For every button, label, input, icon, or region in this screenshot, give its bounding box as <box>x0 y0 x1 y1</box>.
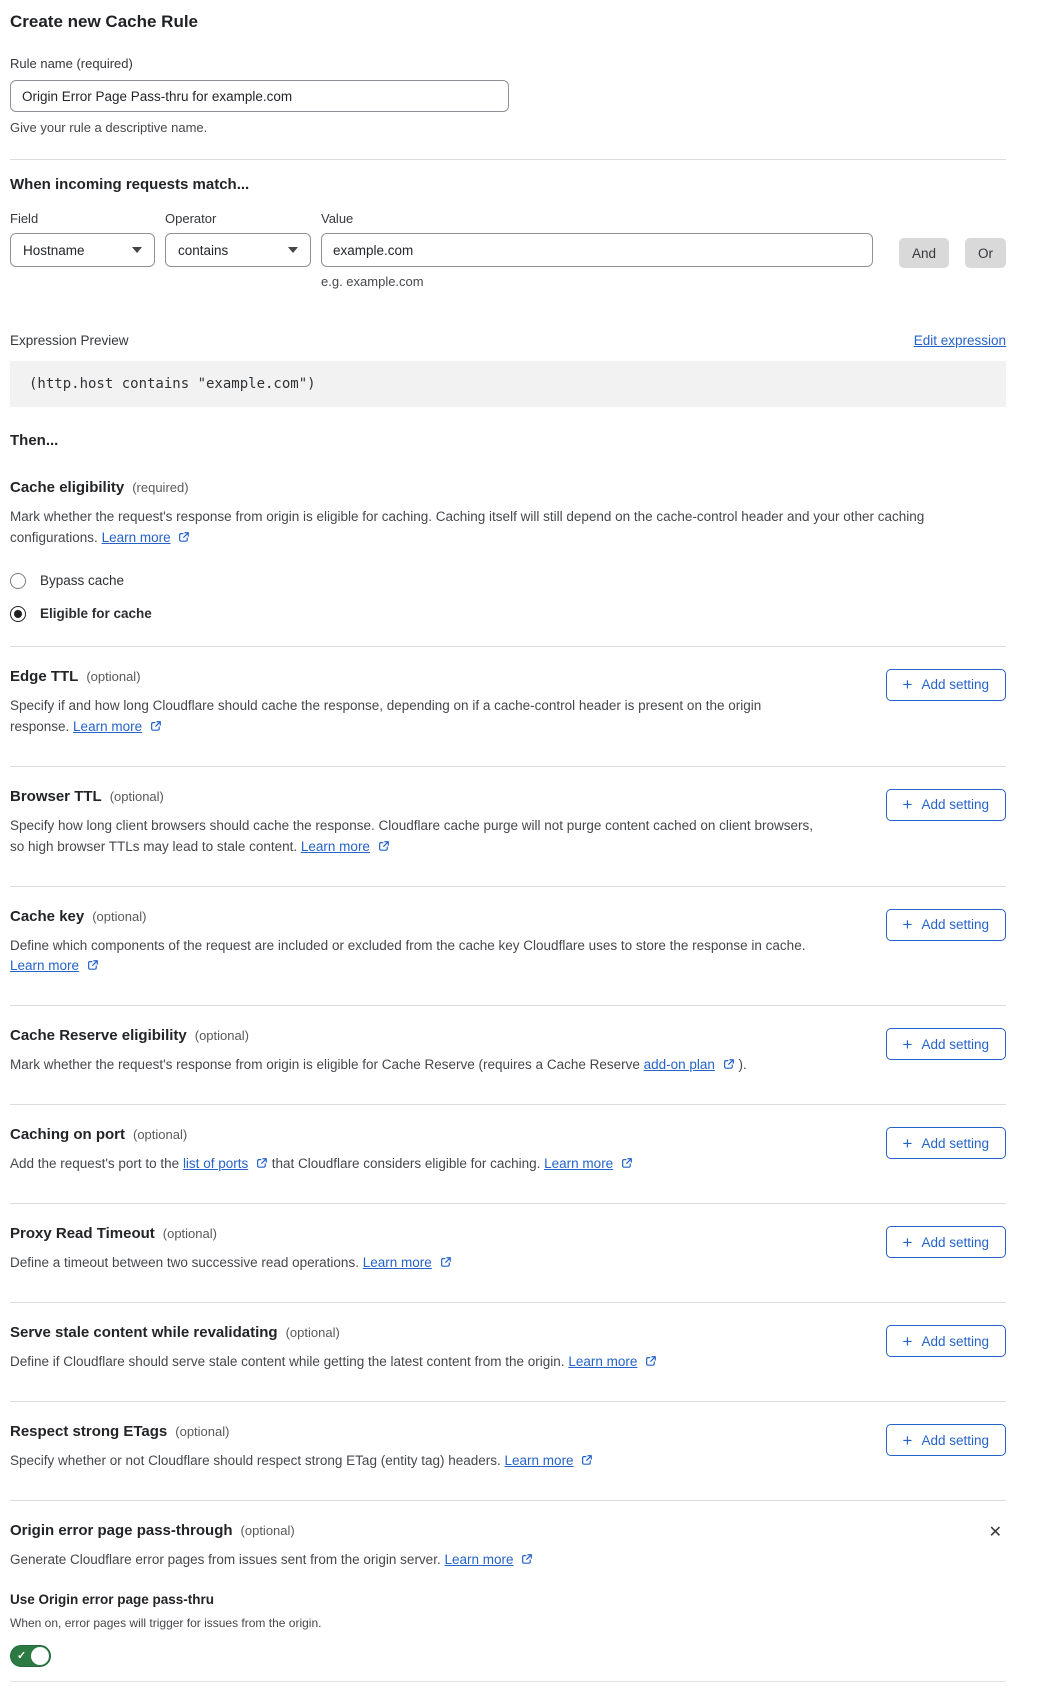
setting-description: Specify how long client browsers should cache the response. Cloudflare cache purge will not purge content cached on client browsers, so high browser TTLs may lead to stale content. Learn more <box>10 816 822 859</box>
external-link-icon <box>87 957 99 978</box>
setting-title: Caching on port <box>10 1126 125 1144</box>
add-setting-label: Add setting <box>921 1432 989 1448</box>
close-icon[interactable]: ✕ <box>985 1523 1006 1543</box>
operator-label: Operator <box>165 211 217 226</box>
match-condition-row <box>10 211 1006 289</box>
setting-description: Define which components of the request are included or excluded from the cache key Cloudflare uses to store the response in cache. Learn more <box>10 936 822 979</box>
inline-link[interactable]: Learn more <box>101 529 171 545</box>
origin-toggle-label: Use Origin error page pass-thru <box>10 1591 215 1607</box>
toggle-knob <box>31 1647 49 1665</box>
field-label: Field <box>10 211 39 226</box>
setting-description: Define if Cloudflare should serve stale content while getting the latest content from the origin. Learn more <box>10 1352 822 1374</box>
value-input[interactable] <box>321 233 873 267</box>
chevron-down-icon <box>132 247 142 253</box>
setting-title: Respect strong ETags <box>10 1423 168 1441</box>
inline-link[interactable]: Learn more <box>444 1551 514 1567</box>
external-link-icon <box>723 1056 735 1077</box>
setting-qualifier: (optional) <box>194 1028 249 1044</box>
then-heading: Then... <box>10 432 59 449</box>
setting-section <box>10 767 1006 887</box>
plus-icon: + <box>902 675 913 695</box>
expression-preview-row <box>10 333 1006 348</box>
setting-section <box>10 887 1006 1007</box>
rule-name-group <box>10 56 1006 135</box>
setting-title: Proxy Read Timeout <box>10 1225 155 1243</box>
inline-link[interactable]: Learn more <box>544 1156 614 1172</box>
plus-icon: + <box>902 915 913 935</box>
operator-select-value: contains <box>178 242 229 258</box>
rule-name-label: Rule name (required) <box>10 56 133 71</box>
add-setting-button[interactable] <box>886 1325 1006 1357</box>
field-select-value: Hostname <box>23 242 85 258</box>
optional-settings-list <box>10 647 1006 1501</box>
origin-error-qualifier: (optional) <box>240 1522 295 1538</box>
add-setting-label: Add setting <box>921 797 989 813</box>
add-setting-label: Add setting <box>921 1135 989 1151</box>
inline-link[interactable]: Learn more <box>300 838 370 854</box>
add-setting-label: Add setting <box>921 1234 989 1250</box>
field-select[interactable] <box>10 233 155 267</box>
radio-icon <box>10 606 26 622</box>
setting-title: Cache Reserve eligibility <box>10 1027 187 1045</box>
external-link-icon <box>645 1353 657 1374</box>
cache-eligibility-title: Cache eligibility <box>10 479 125 496</box>
setting-title: Serve stale content while revalidating <box>10 1324 278 1342</box>
check-icon: ✓ <box>17 1650 27 1663</box>
add-setting-label: Add setting <box>921 917 989 933</box>
setting-description: Mark whether the request's response from origin is eligible for Cache Reserve (requires a Cache Reserve add-on plan ). <box>10 1055 822 1077</box>
inline-link[interactable]: list of ports <box>182 1156 249 1172</box>
setting-qualifier: (optional) <box>133 1127 188 1143</box>
setting-section <box>10 647 1006 767</box>
external-link-icon <box>440 1254 452 1275</box>
rule-name-help: Give your rule a descriptive name. <box>10 120 208 135</box>
rule-name-input[interactable] <box>10 80 509 112</box>
external-link-icon <box>178 529 190 550</box>
operator-column <box>165 211 311 267</box>
setting-section <box>10 1402 1006 1501</box>
setting-description: Specify if and how long Cloudflare should cache the response, depending on if a cache-control header is present on the origin response. Learn more <box>10 696 822 739</box>
setting-section <box>10 1204 1006 1303</box>
origin-error-toggle[interactable] <box>10 1645 51 1667</box>
field-column <box>10 211 155 267</box>
setting-title: Edge TTL <box>10 667 79 685</box>
bottom-divider <box>10 1681 1006 1682</box>
cache-eligibility-options <box>10 573 1006 622</box>
setting-title: Cache key <box>10 907 85 925</box>
or-button[interactable]: Or <box>965 238 1006 268</box>
add-setting-button[interactable] <box>886 669 1006 701</box>
setting-section <box>10 1006 1006 1105</box>
inline-link[interactable]: Learn more <box>568 1354 638 1370</box>
cache-eligibility-qualifier: (required) <box>132 480 189 495</box>
setting-qualifier: (optional) <box>92 908 147 924</box>
external-link-icon <box>621 1155 633 1176</box>
inline-link[interactable]: Learn more <box>504 1453 574 1469</box>
external-link-icon <box>581 1452 593 1473</box>
plus-icon: + <box>902 1331 913 1351</box>
radio-option[interactable] <box>10 606 1006 622</box>
setting-qualifier: (optional) <box>175 1424 230 1440</box>
value-help: e.g. example.com <box>321 274 424 289</box>
setting-description: Specify whether or not Cloudflare should respect strong ETag (entity tag) headers. Learn more <box>10 1451 822 1473</box>
setting-section <box>10 1303 1006 1402</box>
logic-buttons <box>899 238 1006 268</box>
add-setting-button[interactable] <box>886 1424 1006 1456</box>
radio-icon <box>10 573 26 589</box>
radio-option[interactable] <box>10 573 1006 589</box>
expression-code: (http.host contains "example.com") <box>29 376 316 392</box>
add-setting-button[interactable] <box>886 1226 1006 1258</box>
chevron-down-icon <box>288 247 298 253</box>
radio-option-label: Eligible for cache <box>40 606 152 622</box>
setting-qualifier: (optional) <box>162 1226 217 1242</box>
add-setting-button[interactable] <box>886 909 1006 941</box>
and-button[interactable]: And <box>899 238 949 268</box>
expression-preview-label: Expression Preview <box>10 333 129 348</box>
value-label: Value <box>321 211 354 226</box>
radio-option-label: Bypass cache <box>40 573 125 589</box>
plus-icon: + <box>902 1232 913 1252</box>
setting-qualifier: (optional) <box>109 788 164 804</box>
setting-section <box>10 1105 1006 1204</box>
match-heading: When incoming requests match... <box>10 176 250 193</box>
add-setting-button[interactable] <box>886 789 1006 821</box>
external-link-icon <box>256 1155 268 1176</box>
edit-expression-link[interactable]: Edit expression <box>913 333 1006 348</box>
section-divider <box>10 159 1006 160</box>
setting-qualifier: (optional) <box>285 1325 340 1341</box>
add-setting-label: Add setting <box>921 677 989 693</box>
plus-icon: + <box>902 1133 913 1153</box>
external-link-icon <box>521 1551 533 1572</box>
plus-icon: + <box>902 1034 913 1054</box>
setting-description: Add the request's port to the list of ports that Cloudflare considers eligible for caching. Learn more <box>10 1154 822 1176</box>
inline-link[interactable]: Learn more <box>362 1255 432 1271</box>
operator-select[interactable] <box>165 233 311 267</box>
expression-code-box <box>10 361 1006 407</box>
setting-title: Browser TTL <box>10 787 102 805</box>
inline-link[interactable]: Learn more <box>10 958 80 974</box>
cache-eligibility-description: Mark whether the request's response from origin is eligible for caching. Caching itself will still depend on the cache-control header and your other caching configurations. Learn more <box>10 507 995 550</box>
origin-error-section <box>10 1501 1006 1667</box>
add-setting-button[interactable] <box>886 1028 1006 1060</box>
external-link-icon <box>150 718 162 739</box>
inline-link[interactable]: add-on plan <box>643 1057 715 1073</box>
inline-link[interactable]: Learn more <box>73 718 143 734</box>
origin-toggle-help: When on, error pages will trigger for issues from the origin. <box>10 1615 322 1630</box>
add-setting-button[interactable] <box>886 1127 1006 1159</box>
external-link-icon <box>378 838 390 859</box>
origin-error-title: Origin error page pass-through <box>10 1521 233 1539</box>
plus-icon: + <box>902 1430 913 1450</box>
add-setting-label: Add setting <box>921 1333 989 1349</box>
page-title: Create new Cache Rule <box>10 12 199 31</box>
plus-icon: + <box>902 795 913 815</box>
setting-qualifier: (optional) <box>86 668 141 684</box>
value-column <box>321 211 873 289</box>
cache-eligibility-section <box>10 479 1006 622</box>
origin-error-description: Generate Cloudflare error pages from issues sent from the origin server. Learn more <box>10 1550 822 1572</box>
setting-description: Define a timeout between two successive read operations. Learn more <box>10 1253 822 1275</box>
add-setting-label: Add setting <box>921 1036 989 1052</box>
